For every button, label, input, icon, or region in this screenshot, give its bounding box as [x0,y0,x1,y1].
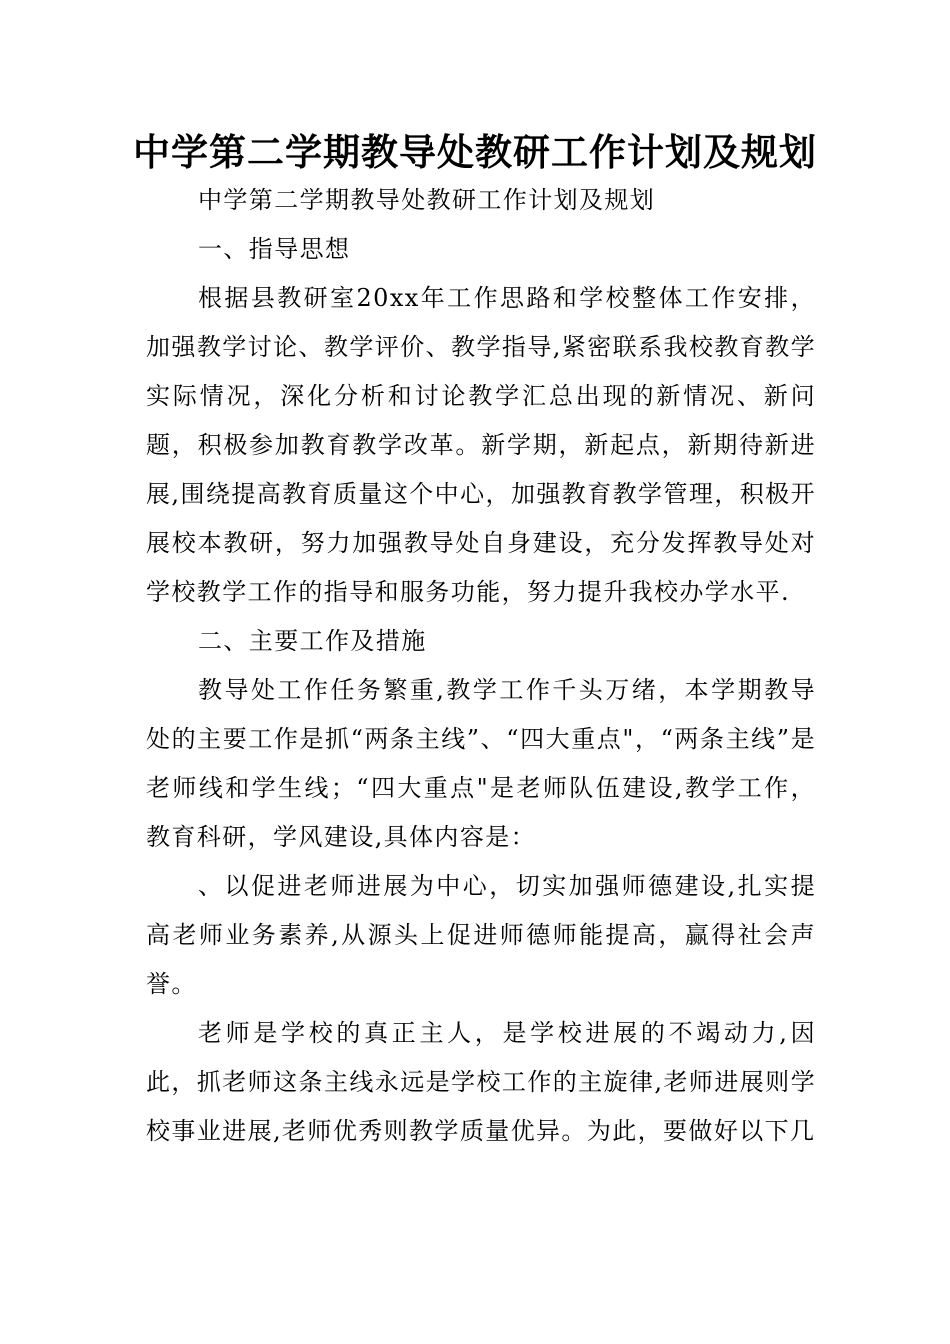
body-paragraph: 、以促进老师进展为中心，切实加强师德建设,扎实提高老师业务素养,从源头上促进师德师能提高，赢得社会声誉。 [146,872,816,998]
section-heading-guiding-ideology: 一、指导思想 [198,235,351,263]
document-title: 中学第二学期教导处教研工作计划及规划 [133,130,817,174]
subtitle-paragraph: 中学第二学期教导处教研工作计划及规划 [198,186,656,214]
body-paragraph: 教导处工作任务繁重,教学工作千头万绪，本学期教导处的主要工作是抓“两条主线”、“四大重点"，“两条主线”是老师线和学生线；“四大重点"是老师队伍建设,教学工作，教育科研，学风建设,具体内容是： [146,676,816,851]
section-heading-main-work: 二、主要工作及措施 [198,627,427,655]
body-paragraph: 根据县教研室20xx年工作思路和学校整体工作安排，加强教学讨论、教学评价、教学指导,紧密联系我校教育教学实际情况，深化分析和讨论教学汇总出现的新情况、新问题，积极参加教育教学改革。新学期，新起点，新期待新进展,围绕提高教育质量这个中心，加强教育教学管理，积极开展校本教研，努力加强教导处自身建设，充分发挥教导处对学校教学工作的指导和服务功能，努力提升我校办学水平. [146,284,816,606]
document-body [146,176,816,1156]
body-paragraph: 老师是学校的真正主人，是学校进展的不竭动力,因此，抓老师这条主线永远是学校工作的主旋律,老师进展则学校事业进展,老师优秀则教学质量优异。为此，要做好以下几 [146,1019,816,1145]
